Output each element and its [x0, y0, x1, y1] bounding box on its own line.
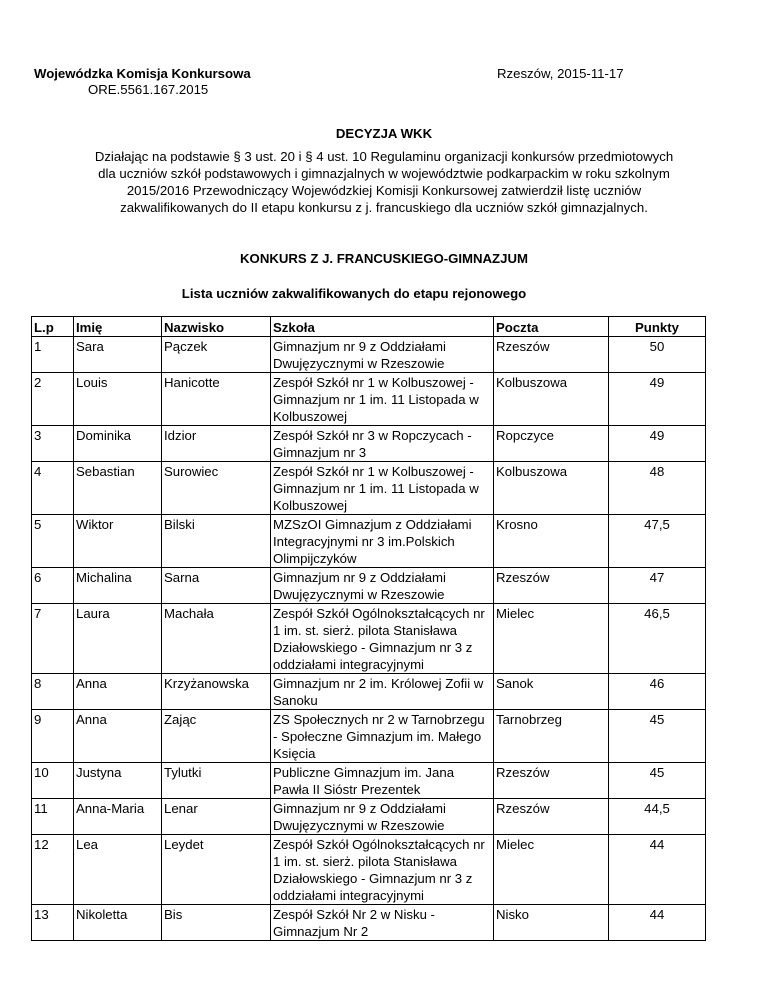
- column-header-points: Punkty: [609, 317, 706, 337]
- cell-post: Rzeszów: [494, 568, 609, 604]
- cell-post: Krosno: [494, 515, 609, 568]
- cell-post: Nisko: [494, 905, 609, 941]
- table-body: [32, 317, 706, 941]
- cell-first-name: Michalina: [74, 568, 162, 604]
- cell-post: Mielec: [494, 604, 609, 674]
- table-row: [32, 710, 706, 763]
- intro-line: 2015/2016 Przewodniczący Wojewódzkiej Komisji Konkursowej zatwierdził listę uczniów: [126, 183, 642, 198]
- column-header-lp: L.p: [32, 317, 74, 337]
- cell-first-name: Wiktor: [74, 515, 162, 568]
- cell-points: 45: [609, 763, 706, 799]
- cell-school: Zespół Szkół nr 1 w Kolbuszowej - Gimnazjum nr 1 im. 11 Listopada w Kolbuszowej: [271, 462, 494, 515]
- cell-last-name: Krzyżanowska: [162, 674, 271, 710]
- cell-last-name: Leydet: [162, 835, 271, 905]
- cell-last-name: Bilski: [162, 515, 271, 568]
- cell-school: Publiczne Gimnazjum im. Jana Pawła II Sióstr Prezentek: [271, 763, 494, 799]
- intro-line: Działając na podstawie § 3 ust. 20 i § 4 ust. 10 Regulaminu organizacji konkursów przedmiotowych: [94, 149, 674, 164]
- cell-points: 45: [609, 710, 706, 763]
- cell-last-name: Zając: [162, 710, 271, 763]
- cell-lp: 8: [32, 674, 74, 710]
- list-title: Lista uczniów zakwalifikowanych do etapu rejonowego: [181, 286, 527, 301]
- cell-post: Sanok: [494, 674, 609, 710]
- cell-last-name: Pączek: [162, 337, 271, 373]
- table-row: [32, 515, 706, 568]
- cell-lp: 2: [32, 373, 74, 426]
- intro-line: dla uczniów szkół podstawowych i gimnazjalnych w województwie podkarpackim w roku szkolnym: [98, 166, 670, 181]
- cell-school: Gimnazjum nr 9 z Oddziałami Dwujęzycznymi w Rzeszowie: [271, 337, 494, 373]
- cell-points: 44: [609, 835, 706, 905]
- cell-points: 46: [609, 674, 706, 710]
- column-header-last-name: Nazwisko: [162, 317, 271, 337]
- cell-lp: 12: [32, 835, 74, 905]
- cell-school: Zespół Szkół nr 1 w Kolbuszowej - Gimnazjum nr 1 im. 11 Listopada w Kolbuszowej: [271, 373, 494, 426]
- cell-school: Zespół Szkół Nr 2 w Nisku - Gimnazjum Nr 2: [271, 905, 494, 941]
- cell-first-name: Sara: [74, 337, 162, 373]
- cell-points: 46,5: [609, 604, 706, 674]
- cell-last-name: Surowiec: [162, 462, 271, 515]
- cell-last-name: Idzior: [162, 426, 271, 462]
- cell-last-name: Hanicotte: [162, 373, 271, 426]
- cell-post: Rzeszów: [494, 337, 609, 373]
- cell-lp: 3: [32, 426, 74, 462]
- table-row: [32, 674, 706, 710]
- cell-lp: 6: [32, 568, 74, 604]
- qualified-students-table: [31, 316, 706, 941]
- cell-points: 44,5: [609, 799, 706, 835]
- table-row: [32, 604, 706, 674]
- column-header-school: Szkoła: [271, 317, 494, 337]
- table-header-row: [32, 317, 706, 337]
- cell-points: 49: [609, 426, 706, 462]
- cell-points: 47,5: [609, 515, 706, 568]
- cell-school: ZS Społecznych nr 2 w Tarnobrzegu - Społeczne Gimnazjum im. Małego Księcia: [271, 710, 494, 763]
- cell-points: 48: [609, 462, 706, 515]
- cell-school: Zespół Szkół nr 3 w Ropczycach - Gimnazjum nr 3: [271, 426, 494, 462]
- cell-lp: 4: [32, 462, 74, 515]
- cell-first-name: Dominika: [74, 426, 162, 462]
- cell-first-name: Sebastian: [74, 462, 162, 515]
- cell-post: Tarnobrzeg: [494, 710, 609, 763]
- cell-lp: 9: [32, 710, 74, 763]
- cell-post: Rzeszów: [494, 763, 609, 799]
- cell-school: MZSzOI Gimnazjum z Oddziałami Integracyjnymi nr 3 im.Polskich Olimpijczyków: [271, 515, 494, 568]
- cell-post: Rzeszów: [494, 799, 609, 835]
- cell-points: 44: [609, 905, 706, 941]
- column-header-post: Poczta: [494, 317, 609, 337]
- cell-lp: 7: [32, 604, 74, 674]
- cell-points: 50: [609, 337, 706, 373]
- cell-points: 49: [609, 373, 706, 426]
- table-row: [32, 426, 706, 462]
- organization-name: Wojewódzka Komisja Konkursowa: [34, 66, 251, 81]
- table-row: [32, 337, 706, 373]
- cell-last-name: Machała: [162, 604, 271, 674]
- table-row: [32, 905, 706, 941]
- table-row: [32, 373, 706, 426]
- cell-lp: 11: [32, 799, 74, 835]
- table-row: [32, 799, 706, 835]
- cell-first-name: Laura: [74, 604, 162, 674]
- intro-line: zakwalifikowanych do II etapu konkursu z j. francuskiego dla uczniów szkół gimnazjalnych.: [120, 200, 648, 215]
- cell-school: Zespół Szkół Ogólnokształcących nr 1 im. st. sierż. pilota Stanisława Działowskiego - Gimnazjum nr 3 z oddziałami integracyjnymi: [271, 835, 494, 905]
- cell-school: Gimnazjum nr 9 z Oddziałami Dwujęzycznymi w Rzeszowie: [271, 568, 494, 604]
- cell-first-name: Nikoletta: [74, 905, 162, 941]
- decision-title: DECYZJA WKK: [335, 126, 433, 141]
- cell-lp: 5: [32, 515, 74, 568]
- cell-last-name: Bis: [162, 905, 271, 941]
- table-row: [32, 763, 706, 799]
- cell-last-name: Tylutki: [162, 763, 271, 799]
- cell-school: Zespół Szkół Ogólnokształcących nr 1 im. st. sierż. pilota Stanisława Działowskiego - Gimnazjum nr 3 z oddziałami integracyjnymi: [271, 604, 494, 674]
- cell-first-name: Anna-Maria: [74, 799, 162, 835]
- cell-lp: 13: [32, 905, 74, 941]
- cell-post: Kolbuszowa: [494, 462, 609, 515]
- cell-first-name: Anna: [74, 674, 162, 710]
- cell-post: Mielec: [494, 835, 609, 905]
- table-row: [32, 462, 706, 515]
- intro-paragraph: [20, 148, 748, 216]
- reference-number: ORE.5561.167.2015: [88, 82, 209, 97]
- cell-post: Kolbuszowa: [494, 373, 609, 426]
- cell-school: Gimnazjum nr 9 z Oddziałami Dwujęzycznymi w Rzeszowie: [271, 799, 494, 835]
- cell-first-name: Louis: [74, 373, 162, 426]
- cell-last-name: Lenar: [162, 799, 271, 835]
- cell-points: 47: [609, 568, 706, 604]
- place-date: Rzeszów, 2015-11-17: [497, 66, 624, 81]
- cell-first-name: Lea: [74, 835, 162, 905]
- cell-post: Ropczyce: [494, 426, 609, 462]
- cell-lp: 1: [32, 337, 74, 373]
- column-header-first-name: Imię: [74, 317, 162, 337]
- cell-lp: 10: [32, 763, 74, 799]
- cell-school: Gimnazjum nr 2 im. Królowej Zofii w Sanoku: [271, 674, 494, 710]
- table-row: [32, 835, 706, 905]
- cell-first-name: Anna: [74, 710, 162, 763]
- cell-first-name: Justyna: [74, 763, 162, 799]
- table-row: [32, 568, 706, 604]
- contest-title: KONKURS Z J. FRANCUSKIEGO-GIMNAZJUM: [240, 251, 528, 266]
- cell-last-name: Sarna: [162, 568, 271, 604]
